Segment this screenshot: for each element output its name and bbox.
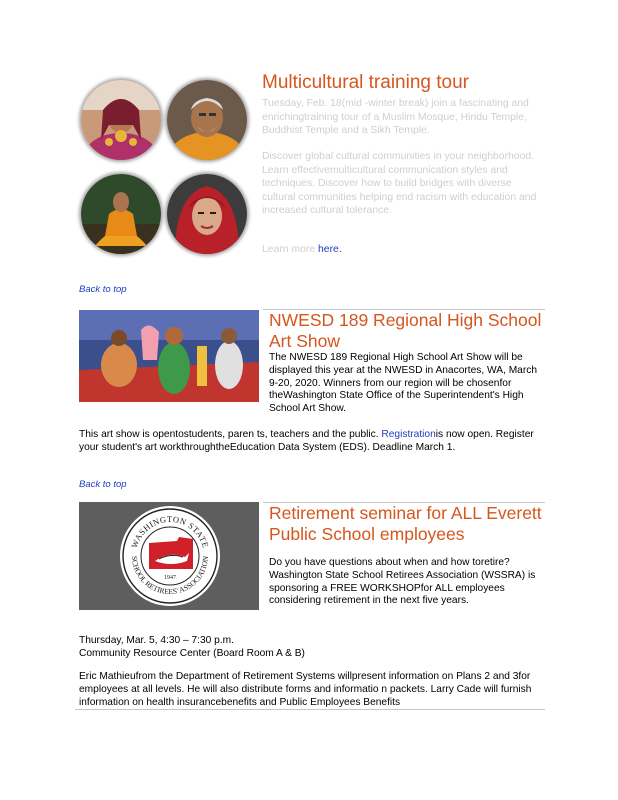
learn-more-prefix: Learn more: [262, 244, 319, 255]
back-to-top-link[interactable]: Back to top: [79, 479, 127, 490]
seminar-details: [79, 635, 545, 661]
portrait-man-orange-robe: [167, 80, 247, 160]
tour-description: Tuesday, Feb. 18(mid -winter break) join a fascinating and enrichingtraining tour of a Muslim Mosque, Hindu Temple, Buddhist Temple and a Sikh Temple.: [262, 98, 529, 136]
back-to-top-link[interactable]: Back to top: [79, 284, 127, 295]
seal-bottom-text: SCHOOL RETIREES' ASSOCIATION: [129, 555, 211, 597]
learn-more-line: [262, 243, 538, 257]
portrait-woman-traditional-dress: [81, 80, 161, 160]
art-show-painting: [79, 310, 259, 402]
seal-year: 1947: [164, 575, 176, 581]
learn-more-here-link[interactable]: here: [318, 244, 339, 255]
registration-after: is now open. Register your student's art workthroughtheEducation Data System (EDS). Deadline March 1.: [79, 429, 534, 453]
section-title-art-show: NWESD 189 Regional High School Art Show: [269, 310, 542, 351]
divider: [75, 709, 545, 710]
portrait-monk-meditating: [81, 174, 161, 254]
learn-more-suffix: .: [338, 244, 342, 255]
seminar-location: Community Resource Center (Board Room A & B): [79, 647, 305, 659]
wssra-seal-image: [79, 502, 259, 610]
registration-before: This art show is opentostudents, paren ts, teachers and the public.: [79, 429, 382, 440]
art-show-registration-text: [79, 429, 545, 455]
registration-link[interactable]: Registration: [381, 429, 436, 440]
retirement-presenters-text: Eric Mathieufrom the Department of Retirement Systems willpresent information on Plans 2 and 3for employees at all levels. He will also distribute forms and informatio n packets. Larry Cade will furnish information on health insurancebenefits and Public Employees Benefits: [79, 671, 532, 708]
seal-top-text: WASHINGTON STATE: [129, 513, 211, 550]
tour-discover-text: Discover global cultural communities in your neighborhood. Learn effectivemulticultural communication styles and techniques. Discover how to build bridges with diverse cultural communities helping end racism with education and increased cultural tolerance.: [262, 151, 537, 216]
portrait-woman-red-hijab: [167, 174, 247, 254]
retirement-description: Do you have questions about when and how toretire? Washington State School Retirees Association (WSSRA) is sponsoring a FREE WORKSHOPfor ALL employees considering retirement in the next five years.: [269, 557, 536, 607]
seminar-date-time: Thursday, Mar. 5, 4:30 – 7:30 p.m.: [79, 635, 234, 646]
art-show-description: The NWESD 189 Regional High School Art Show will be displayed this year at the NWESD in Anacortes, WA, March 9-20, 2020. Winners from our region will be chosenfor theWashington State Office of the Superintendent's High School Art Show.: [269, 352, 537, 415]
section-title-multicultural: Multicultural training tour: [262, 72, 469, 93]
section-title-retirement: Retirement seminar for ALL Everett Public School employees: [269, 503, 542, 544]
